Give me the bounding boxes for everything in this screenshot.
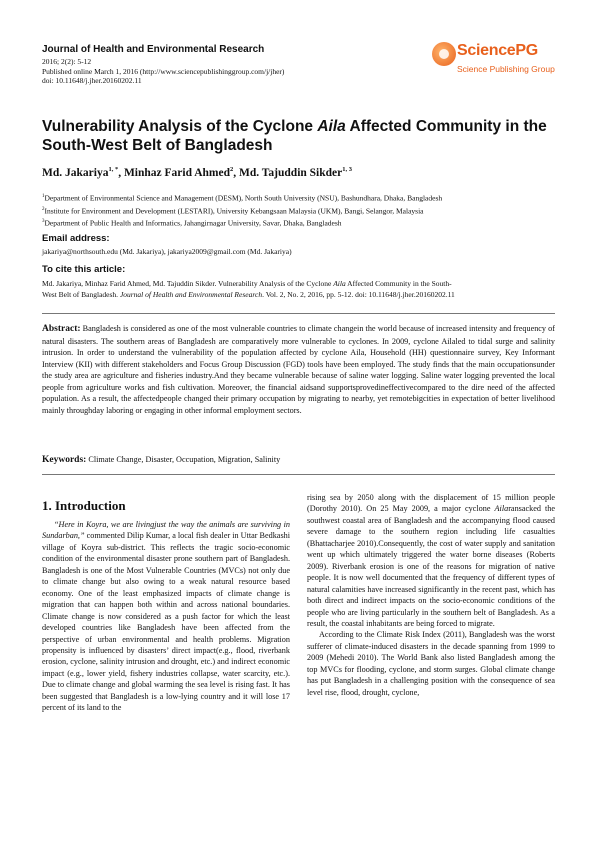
opening-quote: “Here in Koyra, we are livingjust the way the animals are surviving in Sundarban,” bbox=[42, 520, 290, 541]
cite-heading: To cite this article: bbox=[42, 264, 126, 275]
keywords-text: Climate Change, Disaster, Occupation, Migration, Salinity bbox=[88, 455, 281, 464]
affiliations bbox=[42, 191, 442, 229]
paragraph-text: According to the Climate Risk Index (2011), Bangladesh was the worst sufferer of climate-induced disasters in the decade spanning from 1999 to 2009 (Mehedi 2010). The World Bank also listed Bangladesh among the top MVCs for flooding, cyclone, and storm surges. Global climate change has put Bangladesh in a challenging position with the consequence of sea level rise, flood, drought, cyclone, bbox=[307, 630, 555, 697]
journal-volume: 2016; 2(2): 5-12 bbox=[42, 57, 92, 66]
section-heading: 1. Introduction bbox=[42, 498, 126, 513]
left-column bbox=[42, 519, 290, 714]
keywords-label: Keywords: bbox=[42, 455, 87, 465]
logo-mark-icon bbox=[432, 42, 456, 66]
sciencepg-logo bbox=[432, 40, 555, 90]
email-heading: Email address: bbox=[42, 233, 110, 244]
author-list: Md. Jakariya$^{1, *}$, Minhaz Farid Ahmed$^2$, Md. Tajuddin Sikder$^{1, 3}$ bbox=[42, 166, 352, 179]
abstract bbox=[42, 323, 555, 416]
doi-line: doi: 10.11648/j.jher.20160202.11 bbox=[42, 76, 142, 85]
abstract-text: Bangladesh is considered as one of the most vulnerable countries to climate changein the world because of increased intensity and frequency of natural disasters. The southern areas of Bangladesh are comparatively more vulnerable to cyclones. In 2009, cyclone Ailaled to tidal surge and salinity intrusion. In order to understand the vulnerability of the population affected by cyclone Aila, Household (HH) questionnaire survey, Key Informant Interview (KII) with different stakeholders and Focus Group Discussion (FGD) tools have been employed. The study finds that the main occupationsunder the study area are agriculture and fisheries industry.And they became vulnerable because of saline water logging. Saline water logging prevented the local people from agriculture works and fish cultivation. Moreover, the financial aidsand supportsprovedineffectivecompared to the dire need of the affected population. As a result, the affectedpeople changed their primary occupation by migrating to nearby, yet remotebigcities in expectation of better livelihood mainly throughday laboring or engaging in other informal employment sectors. bbox=[42, 324, 555, 415]
affiliation-item: $^2$Institute for Environment and Development (LESTARI), University Kebangsaan Malaysia (UKM), Bangi, Selangor, Malaysia bbox=[42, 206, 424, 215]
journal-title: Journal of Health and Environmental Research bbox=[42, 44, 265, 55]
author-name: Md. Jakariya bbox=[42, 166, 109, 179]
keywords bbox=[42, 455, 280, 465]
abstract-label: Abstract: bbox=[42, 324, 81, 334]
citation-text: Md. Jakariya, Minhaz Farid Ahmed, Md. Tajuddin Sikder. Vulnerability Analysis of the Cyclone Aila Affected Community in the South- West Belt of Bangladesh. Journal of Health and Environmental Research. Vol. 2, No. 2, 2016, pp. 5-12. doi: 10.11648/j.jher.20160202.11 bbox=[42, 279, 455, 299]
logo-subtitle: Science Publishing Group bbox=[457, 64, 555, 74]
article-title: Vulnerability Analysis of the Cyclone Aila Affected Community in the South-West Belt of Bangladesh bbox=[42, 118, 547, 154]
affiliation-item: $^3$Department of Public Health and Informatics, Jahangirnagar University, Savar, Dhaka, Bangladesh bbox=[42, 218, 342, 228]
right-column: rising sea by 2050 along with the displacement of 15 million people (Dorothy 2010). On 25 May 2009, a major cyclone Ailaransacked the southwest coastal area of Bangladesh and the accompanying flood caused severe damage to the southern region including life casualties (Bhattacharjee 2010).Consequently, the cost of water supply and sanitation went up which ultimately triggered the water borne diseases (Roberts 2009). Riverbank erosion is one of the reasons for migration of native people. It is now well documented that the frequency of different types of natural calamities have increased significantly in the recent past, which has both direct and indirect impacts on the socio-economic conditions of the people who are living particularly in the southern belt of Bangladesh. As a result, the coastal inhabitants are being forced to migrate. According to the Climate Risk Index (2011), Bangladesh was the worst sufferer of climate-induced disasters in the decade spanning from 1999 to 2009 (Mehedi 2010). The World Bank also listed Bangladesh among the top MVCs for flooding, cyclone, and storm surges. Global climate change has put Bangladesh in a challenging position with the consequence of sea level rise, flood, drought, cyclone, bbox=[307, 493, 555, 697]
affiliation-item: $^1$Department of Environmental Science and Management (DESM), North South University (NSU), Bashundhara, Dhaka, Bangladesh bbox=[42, 193, 443, 203]
published-line: Published online March 1, 2016 (http://www.sciencepublishinggroup.com/j/jher) bbox=[42, 66, 285, 76]
paragraph-text: commented Dilip Kumar, a local fish dealer in Uttar Bedkashi village of Koyra sub-district. This reflects the tragic socio-economic condition of the environmental disaster prone southern part of Bangladesh. Bangladesh is one of the Most Vulnerable Countries (MVCs) not only due to climate change but also owing to a weak natural resource based economy. One of the least emphasized impacts of climate change is migration that can happen both within and across national boundaries. Climate change is now considered as a push factor for which the least developed countries like Bangladesh have been affected from the perspective of urban environmental and health problems. Migration propensity is influenced by disasters’ direct impact(e.g., flood, riverbank erosion, cyclone, salinity intrusion and drought, etc.) and indirect economic impact (e.g., lower yield, fishery industries collapse, water scarcity, etc.). Due to climate change and global warming the sea level is rising fast. It has been suggested that Bangladesh is a low-lying country and it will lose 17 percent of its land to the bbox=[42, 531, 290, 713]
logo-name: SciencePG bbox=[457, 42, 538, 59]
author-name: Minhaz Farid Ahmed bbox=[123, 166, 231, 179]
journal-header bbox=[42, 44, 422, 86]
author-name: Md. Tajuddin Sikder bbox=[239, 166, 343, 179]
email-addresses: jakariya@northsouth.edu (Md. Jakariya), jakariya2009@gmail.com (Md. Jakariya) bbox=[42, 247, 292, 256]
divider bbox=[42, 474, 555, 475]
divider bbox=[42, 313, 555, 314]
